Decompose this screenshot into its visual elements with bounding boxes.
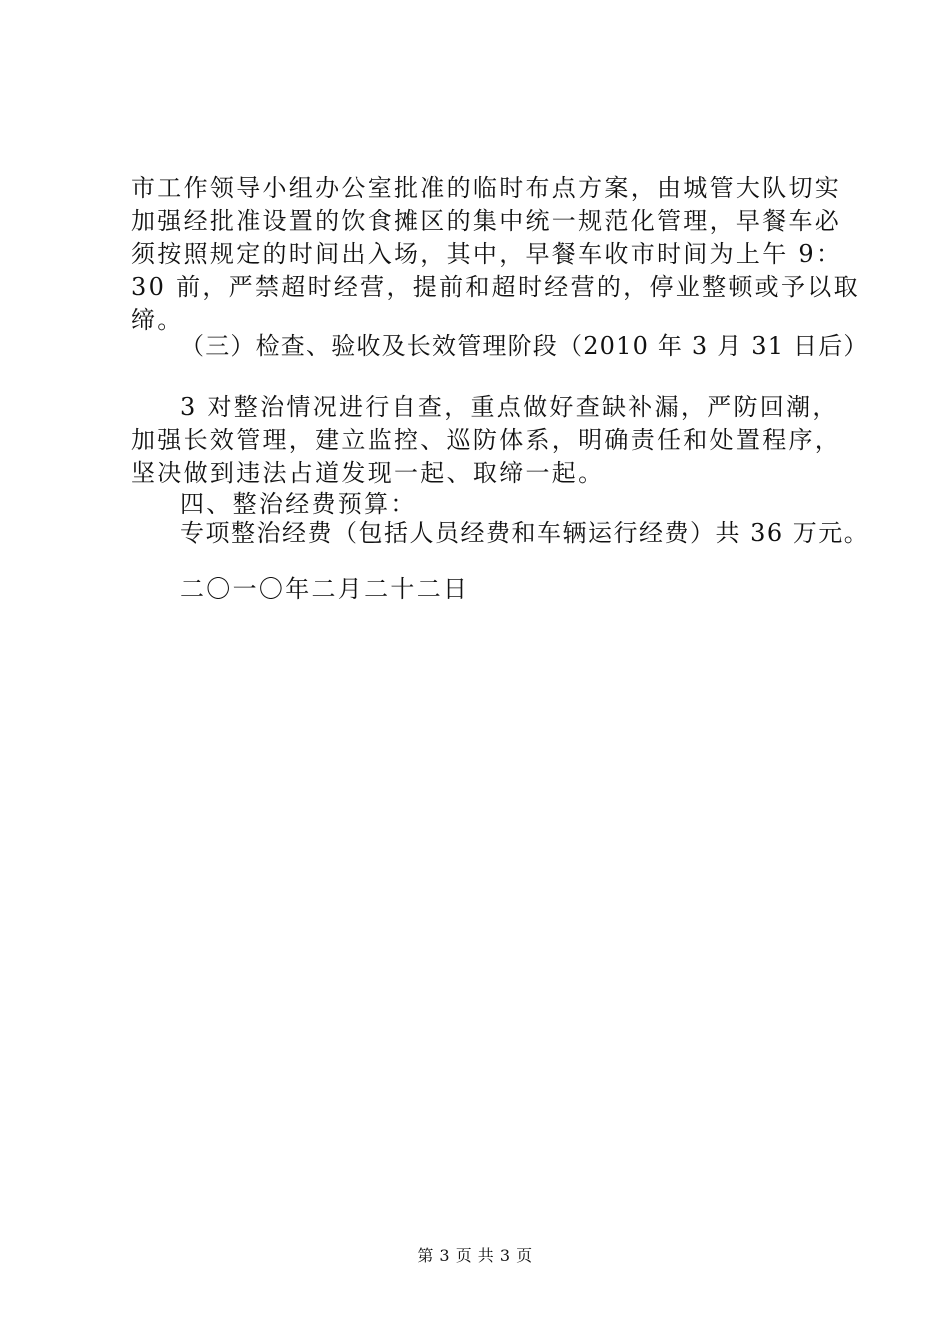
item-3-line: 坚决做到违法占道发现一起、取缔一起。 (131, 459, 605, 487)
item-3-line: 加强长效管理，建立监控、巡防体系，明确责任和处置程序， (131, 426, 842, 454)
budget-heading: 四、整治经费预算： (180, 490, 417, 518)
paragraph-line: 30 前，严禁超时经营，提前和超时经营的，停业整顿或予以取 (131, 273, 860, 301)
paragraph-line: 市工作领导小组办公室批准的临时布点方案，由城管大队切实 (131, 174, 842, 202)
document-date: 二〇一〇年二月二十二日 (180, 575, 470, 603)
paragraph-line: 须按照规定的时间出入场，其中，早餐车收市时间为上午 9： (131, 240, 843, 268)
section-heading: （三）检查、验收及长效管理阶段（2010 年 3 月 31 日后） (180, 332, 869, 360)
item-3-line: 3 对整治情况进行自查，重点做好查缺补漏，严防回潮， (180, 393, 839, 421)
paragraph-line: 缔。 (131, 306, 184, 334)
budget-text: 专项整治经费（包括人员经费和车辆运行经费）共 36 万元。 (180, 519, 870, 547)
paragraph-line: 加强经批准设置的饮食摊区的集中统一规范化管理，早餐车必 (131, 207, 842, 235)
page-number-footer: 第 3 页 共 3 页 (417, 1246, 533, 1265)
